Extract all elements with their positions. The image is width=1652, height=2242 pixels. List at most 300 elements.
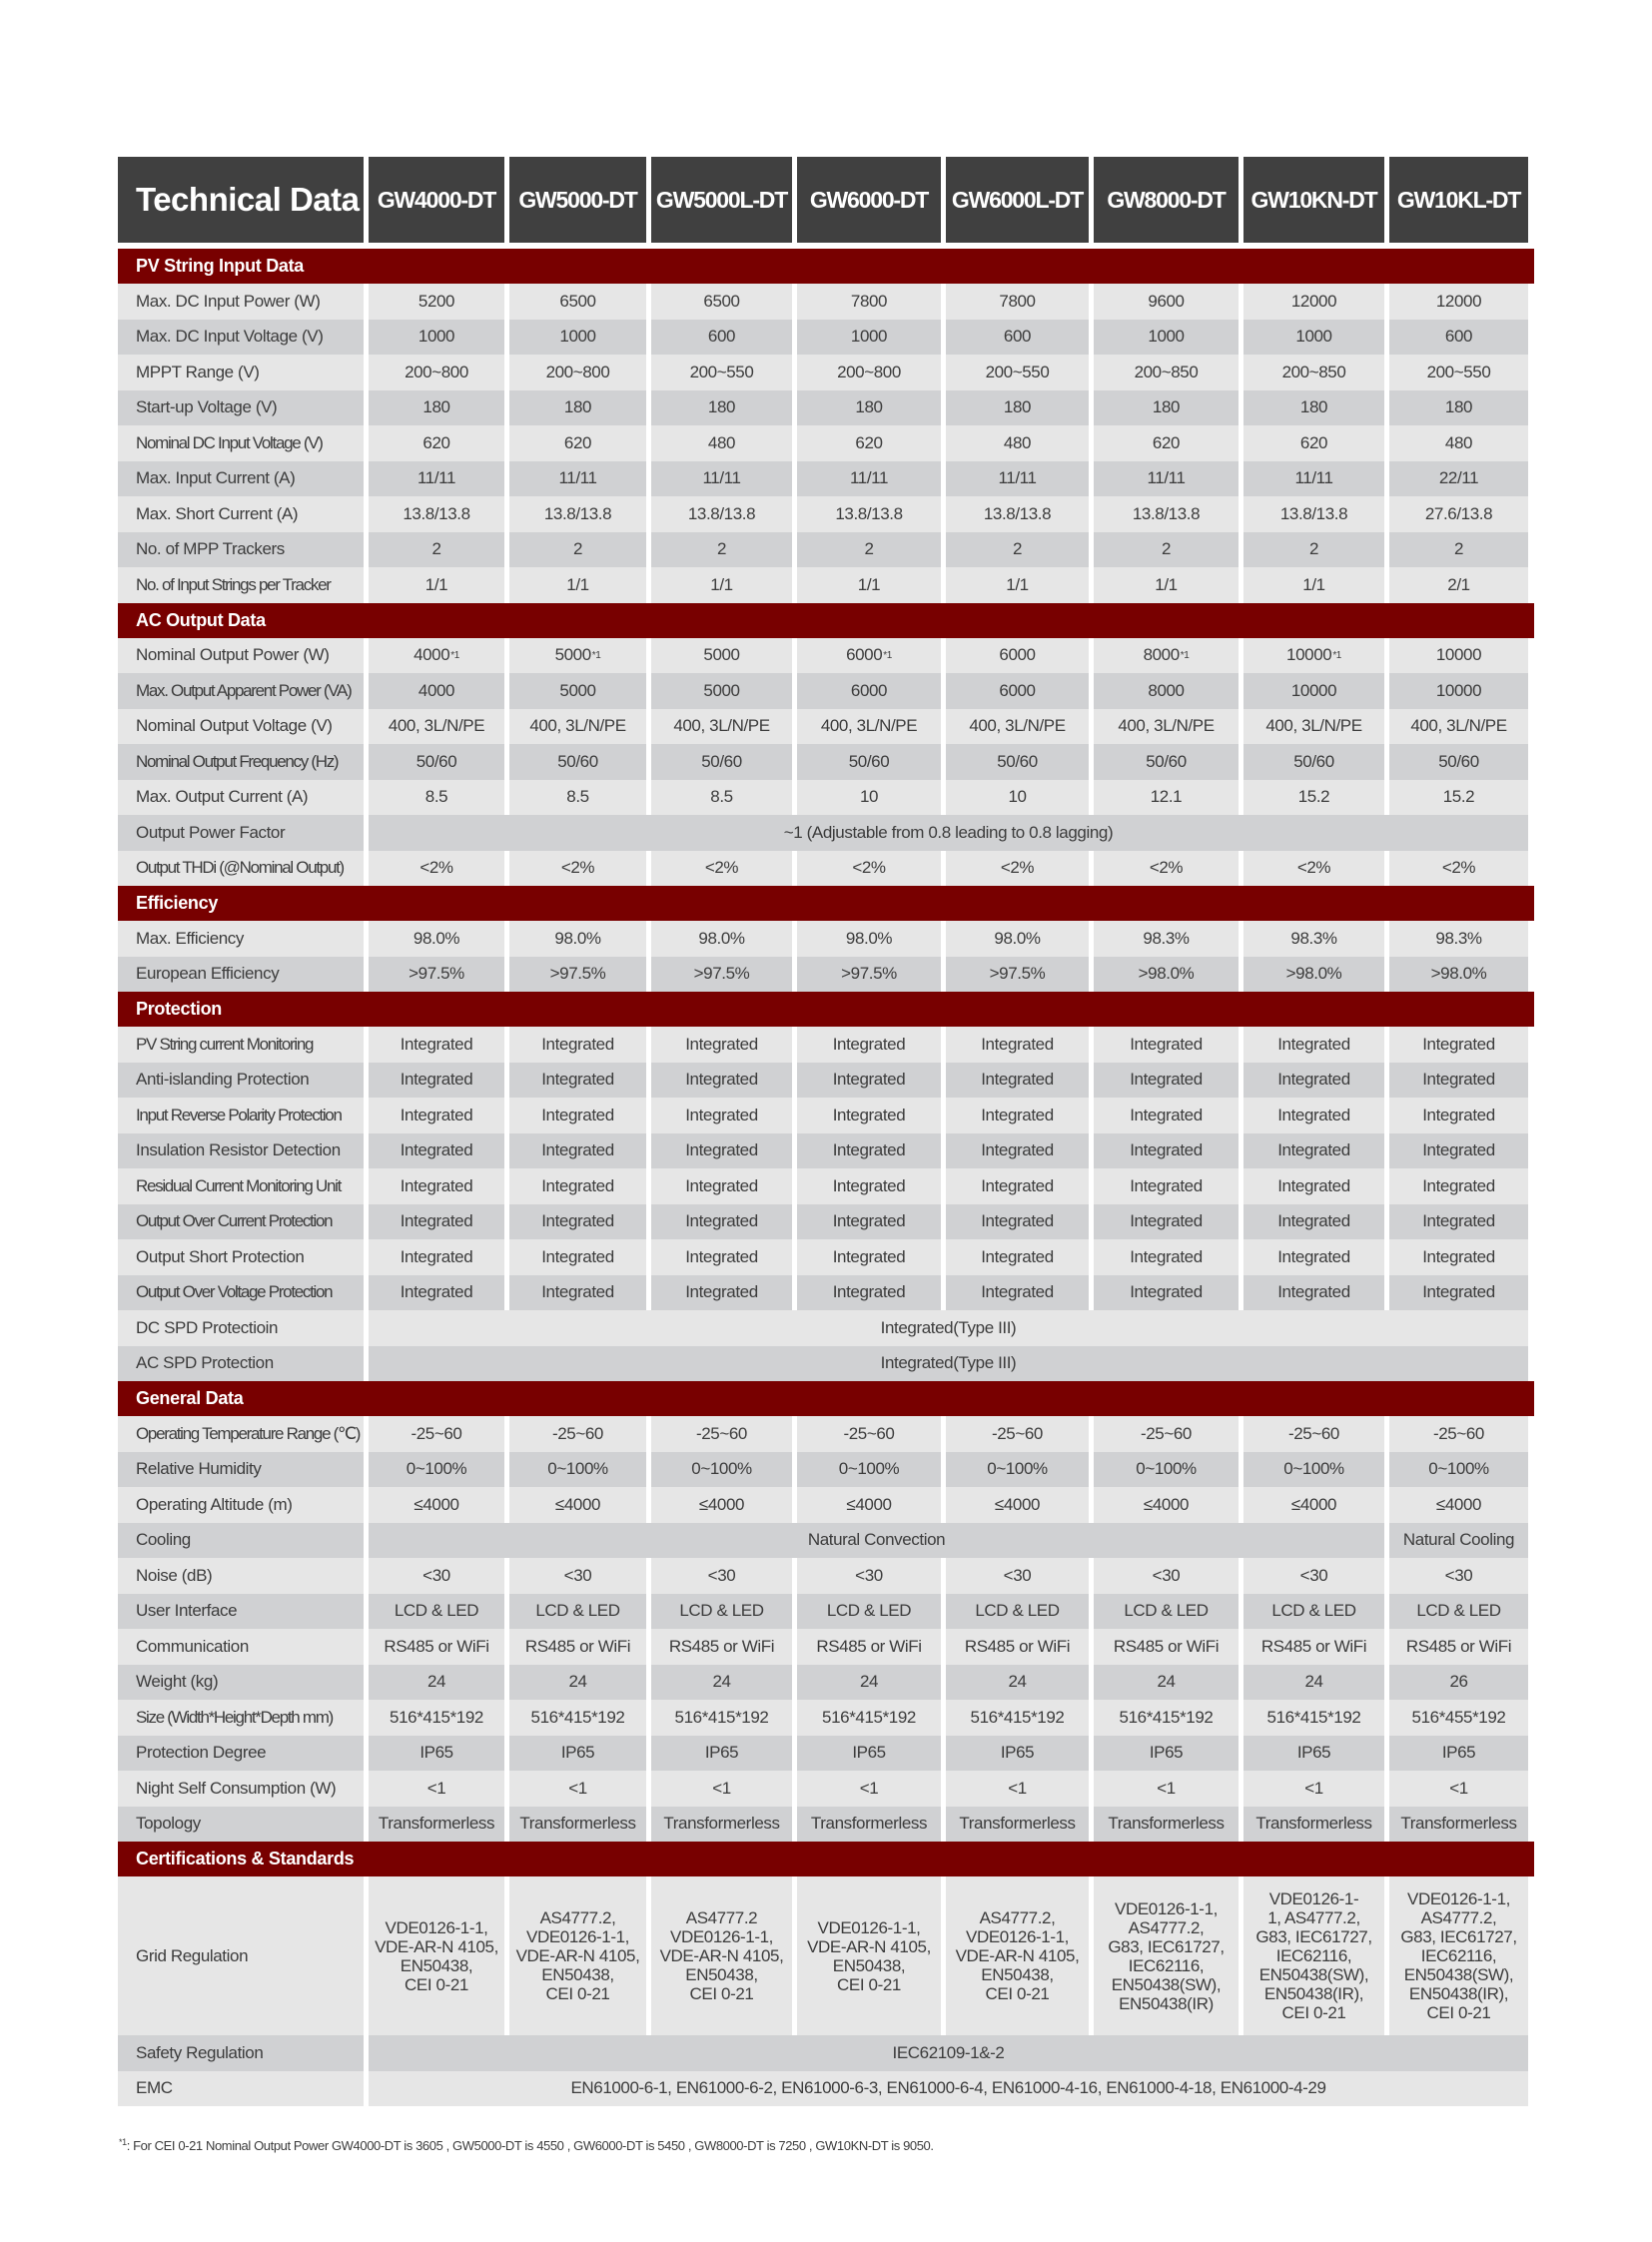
value-cell: 6500 <box>651 284 792 320</box>
row-label: Operating Temperature Range (℃) <box>118 1416 364 1452</box>
value-cell: Integrated <box>946 1275 1089 1311</box>
value-cell <box>1243 638 1384 674</box>
value-cell: 50/60 <box>946 744 1089 780</box>
value-line: G83, IEC61727, <box>1400 1927 1517 1946</box>
value-cell: 400, 3L/N/PE <box>369 709 504 745</box>
value-cell: ≤4000 <box>946 1487 1089 1523</box>
value-cell: 180 <box>1243 390 1384 426</box>
value-line: IEC62116, <box>1275 1946 1352 1965</box>
footnote-text: : For CEI 0-21 Nominal Output Power GW4000-DT is 3605 , GW5000-DT is 4550 , GW6000-DT is 5450 , GW8000-DT is 7250 , GW10KN-DT is 9050. <box>126 2138 934 2153</box>
value-cell <box>509 1876 646 2035</box>
table-row <box>118 673 1534 709</box>
value-cell: 600 <box>1389 320 1528 356</box>
value-line: CEI 0-21 <box>1426 2003 1491 2022</box>
row-label: Operating Altitude (m) <box>118 1487 364 1523</box>
technical-data-table <box>118 157 1534 2106</box>
value-cell: LCD & LED <box>369 1594 504 1630</box>
value-cell: Integrated <box>1243 1168 1384 1204</box>
cell-lines <box>516 1908 640 2003</box>
value-cell: 15.2 <box>1389 780 1528 816</box>
value-cell <box>797 638 941 674</box>
cell-lines <box>1255 1889 1371 2022</box>
value-cell: <30 <box>946 1558 1089 1594</box>
value-cell: <1 <box>946 1771 1089 1807</box>
value-cell: Integrated <box>1389 1168 1528 1204</box>
value-cell: Integrated <box>1243 1204 1384 1240</box>
value-line: VDE-AR-N 4105, <box>807 1936 931 1956</box>
value-cell: 2 <box>509 532 646 568</box>
value-cell: 24 <box>369 1665 504 1701</box>
value-cell: Integrated <box>1389 1027 1528 1063</box>
row-label: Max. DC Input Power (W) <box>118 284 364 320</box>
value-cell: >97.5% <box>369 957 504 993</box>
model-header: GW6000L-DT <box>946 157 1089 243</box>
value-cell: 1000 <box>369 320 504 356</box>
value-cell: 2 <box>1389 532 1528 568</box>
value-cell: Integrated <box>797 1168 941 1204</box>
row-label: No. of Input Strings per Tracker <box>118 567 364 603</box>
table-row <box>118 1487 1534 1523</box>
row-label: MPPT Range (V) <box>118 355 364 390</box>
value-cell: 13.8/13.8 <box>651 496 792 532</box>
value-cell: IP65 <box>1389 1736 1528 1772</box>
row-label: Start-up Voltage (V) <box>118 390 364 426</box>
value-cell: ≤4000 <box>1094 1487 1239 1523</box>
value-cell: Integrated <box>651 1027 792 1063</box>
value-line: G83, IEC61727, <box>1255 1927 1372 1946</box>
value-cell: <2% <box>1389 851 1528 887</box>
value-cell: Integrated <box>369 1168 504 1204</box>
footnote-mark: *1 <box>591 649 601 661</box>
value-cell: <30 <box>1094 1558 1239 1594</box>
value-cell: <30 <box>797 1558 941 1594</box>
value-cell: >97.5% <box>651 957 792 993</box>
table-row <box>118 744 1534 780</box>
section-header: Efficiency <box>118 886 1534 921</box>
table-row <box>118 1523 1534 1559</box>
value-cell: <2% <box>369 851 504 887</box>
value-text: 5000 <box>703 645 740 665</box>
value-cell: Integrated <box>1389 1204 1528 1240</box>
value-line: EN50438(IR), <box>1408 1984 1509 2003</box>
value-cell: 180 <box>946 390 1089 426</box>
value-cell: Integrated <box>946 1098 1089 1133</box>
value-cell: Integrated <box>946 1204 1089 1240</box>
value-cell: 400, 3L/N/PE <box>651 709 792 745</box>
merged-value-cell: Integrated(Type III) <box>369 1346 1528 1382</box>
value-line: AS4777.2 <box>685 1908 758 1927</box>
value-cell: 400, 3L/N/PE <box>1389 709 1528 745</box>
value-line: EN50438(IR) <box>1119 1993 1214 2013</box>
value-cell: -25~60 <box>369 1416 504 1452</box>
value-cell: Transformerless <box>1389 1807 1528 1843</box>
value-cell: 2 <box>946 532 1089 568</box>
value-cell: 400, 3L/N/PE <box>1094 709 1239 745</box>
value-cell: 8.5 <box>369 780 504 816</box>
value-cell: LCD & LED <box>651 1594 792 1630</box>
value-cell <box>1243 1876 1384 2035</box>
value-cell: 0~100% <box>369 1452 504 1488</box>
value-cell: Integrated <box>1094 1168 1239 1204</box>
value-cell: 516*415*192 <box>509 1700 646 1736</box>
value-cell: Integrated <box>797 1027 941 1063</box>
section-header: PV String Input Data <box>118 249 1534 284</box>
value-cell: 620 <box>369 425 504 461</box>
value-cell: LCD & LED <box>1094 1594 1239 1630</box>
value-cell: Integrated <box>1243 1063 1384 1099</box>
value-cell: 10000 <box>1243 673 1384 709</box>
value-cell: 1/1 <box>509 567 646 603</box>
value-cell: RS485 or WiFi <box>946 1629 1089 1665</box>
value-cell: 10 <box>797 780 941 816</box>
value-cell: <1 <box>1389 1771 1528 1807</box>
table-title: Technical Data <box>118 157 364 243</box>
value-cell: 200~800 <box>369 355 504 390</box>
value-cell: 200~850 <box>1243 355 1384 390</box>
value-cell: Integrated <box>946 1239 1089 1275</box>
value-cell <box>1094 638 1239 674</box>
value-cell: IP65 <box>651 1736 792 1772</box>
table-row <box>118 1098 1534 1133</box>
row-label: Size (Width*Height*Depth mm) <box>118 1700 364 1736</box>
value-cell: 180 <box>797 390 941 426</box>
value-cell <box>946 1876 1089 2035</box>
value-cell: <2% <box>651 851 792 887</box>
value-cell: 516*455*192 <box>1389 1700 1528 1736</box>
value-cell: 0~100% <box>797 1452 941 1488</box>
value-text: 10000 <box>1435 645 1482 665</box>
value-cell: 516*415*192 <box>651 1700 792 1736</box>
value-cell: ≤4000 <box>1243 1487 1384 1523</box>
value-line: 1, AS4777.2, <box>1267 1908 1360 1927</box>
value-cell: Transformerless <box>1243 1807 1384 1843</box>
value-line: IEC62116, <box>1128 1955 1205 1975</box>
value-cell: Integrated <box>1094 1204 1239 1240</box>
model-header: GW5000-DT <box>509 157 646 243</box>
value-cell: Integrated <box>369 1063 504 1099</box>
value-cell: IP65 <box>509 1736 646 1772</box>
value-line: CEI 0-21 <box>837 1974 901 1994</box>
row-label: European Efficiency <box>118 957 364 993</box>
value-text: 5000 <box>554 645 591 665</box>
row-label: Anti-islanding Protection <box>118 1063 364 1099</box>
row-label: Max. Short Current (A) <box>118 496 364 532</box>
value-cell: 480 <box>946 425 1089 461</box>
value-cell: 98.3% <box>1243 921 1384 957</box>
value-cell: >98.0% <box>1389 957 1528 993</box>
value-cell <box>369 638 504 674</box>
value-line: VDE0126-1-1, <box>670 1927 773 1946</box>
value-cell: Integrated <box>369 1204 504 1240</box>
value-cell: Integrated <box>651 1239 792 1275</box>
table-row <box>118 1204 1534 1240</box>
value-cell: 6000 <box>946 673 1089 709</box>
table-row <box>118 1275 1534 1311</box>
value-cell: 620 <box>1243 425 1384 461</box>
value-cell: 1/1 <box>1243 567 1384 603</box>
value-cell: 516*415*192 <box>369 1700 504 1736</box>
value-cell: 50/60 <box>651 744 792 780</box>
value-cell: 5000 <box>651 673 792 709</box>
value-cell: 11/11 <box>369 461 504 497</box>
value-cell: Integrated <box>797 1204 941 1240</box>
cell-lines <box>1400 1889 1516 2022</box>
value-cell: 180 <box>1389 390 1528 426</box>
value-cell: Integrated <box>651 1063 792 1099</box>
value-cell: <30 <box>651 1558 792 1594</box>
value-cell: 2 <box>369 532 504 568</box>
row-label: Output Over Voltage Protection <box>118 1275 364 1311</box>
table-row <box>118 1629 1534 1665</box>
table-row <box>118 1452 1534 1488</box>
row-label: Output Short Protection <box>118 1239 364 1275</box>
row-label: Max. Input Current (A) <box>118 461 364 497</box>
value-cell: 13.8/13.8 <box>797 496 941 532</box>
value-cell: Integrated <box>946 1063 1089 1099</box>
table-row <box>118 1665 1534 1701</box>
value-cell: <1 <box>797 1771 941 1807</box>
value-line: EN50438, <box>685 1965 758 1984</box>
value-cell: 200~550 <box>946 355 1089 390</box>
value-cell: -25~60 <box>1389 1416 1528 1452</box>
table-row <box>118 320 1534 356</box>
value-cell: Integrated <box>1243 1133 1384 1169</box>
value-line: EN50438(SW), <box>1403 1965 1514 1984</box>
model-header: GW5000L-DT <box>651 157 792 243</box>
value-cell <box>651 638 792 674</box>
value-cell: Integrated <box>1243 1239 1384 1275</box>
value-cell: 180 <box>651 390 792 426</box>
value-cell: >97.5% <box>946 957 1089 993</box>
value-cell: 400, 3L/N/PE <box>1243 709 1384 745</box>
table-row <box>118 1558 1534 1594</box>
value-cell: 24 <box>1094 1665 1239 1701</box>
value-cell: LCD & LED <box>1243 1594 1384 1630</box>
value-cell: Natural Cooling <box>1389 1523 1528 1559</box>
footnote-mark: *1 <box>450 649 459 661</box>
table-row <box>118 780 1534 816</box>
cell-lines <box>956 1908 1080 2003</box>
table-row <box>118 1168 1534 1204</box>
table-row <box>118 851 1534 887</box>
value-cell: 2 <box>1243 532 1384 568</box>
value-cell: >98.0% <box>1243 957 1384 993</box>
cell-lines <box>807 1918 931 1994</box>
value-cell <box>369 1876 504 2035</box>
row-label: DC SPD Protectioin <box>118 1310 364 1346</box>
table-row <box>118 461 1534 497</box>
merged-value-cell: EN61000-6-1, EN61000-6-2, EN61000-6-3, EN61000-6-4, EN61000-4-16, EN61000-4-18, EN61000-4-29 <box>369 2071 1528 2107</box>
value-cell <box>509 638 646 674</box>
value-cell: 13.8/13.8 <box>1094 496 1239 532</box>
table-row <box>118 1736 1534 1772</box>
value-cell: 620 <box>1094 425 1239 461</box>
value-cell: 516*415*192 <box>797 1700 941 1736</box>
value-cell: IP65 <box>797 1736 941 1772</box>
value-cell: 0~100% <box>651 1452 792 1488</box>
value-cell: Transformerless <box>651 1807 792 1843</box>
value-cell: <2% <box>1094 851 1239 887</box>
value-cell: RS485 or WiFi <box>369 1629 504 1665</box>
value-cell: 50/60 <box>1389 744 1528 780</box>
model-header: GW8000-DT <box>1094 157 1239 243</box>
value-cell: Integrated <box>369 1133 504 1169</box>
value-line: VDE0126-1-1, <box>385 1917 488 1937</box>
value-cell: >97.5% <box>509 957 646 993</box>
row-label: Communication <box>118 1629 364 1665</box>
value-line: VDE-AR-N 4105, <box>375 1936 498 1956</box>
value-cell: 1/1 <box>1094 567 1239 603</box>
value-cell: Integrated <box>1389 1275 1528 1311</box>
table-row <box>118 532 1534 568</box>
row-label: Max. Output Current (A) <box>118 780 364 816</box>
value-cell: >98.0% <box>1094 957 1239 993</box>
value-cell: 200~850 <box>1094 355 1239 390</box>
cell-lines <box>1108 1899 1224 2013</box>
value-cell <box>1094 1876 1239 2035</box>
value-cell: Integrated <box>369 1275 504 1311</box>
value-cell: ≤4000 <box>509 1487 646 1523</box>
value-cell: 13.8/13.8 <box>946 496 1089 532</box>
value-cell <box>1389 638 1528 674</box>
value-cell: 0~100% <box>946 1452 1089 1488</box>
footnote-mark: *1 <box>119 2137 127 2147</box>
value-cell: <1 <box>509 1771 646 1807</box>
value-cell: <30 <box>1389 1558 1528 1594</box>
table-row <box>118 1876 1534 2035</box>
value-line: VDE0126-1- <box>1268 1889 1359 1908</box>
cell-lines <box>660 1908 784 2003</box>
value-cell: RS485 or WiFi <box>1094 1629 1239 1665</box>
value-cell: 10000 <box>1389 673 1528 709</box>
value-line: CEI 0-21 <box>1281 2003 1346 2022</box>
value-cell: RS485 or WiFi <box>1243 1629 1384 1665</box>
value-cell: 200~550 <box>651 355 792 390</box>
value-text: 10000 <box>1286 645 1332 665</box>
value-cell: 50/60 <box>369 744 504 780</box>
value-cell: 2 <box>651 532 792 568</box>
value-cell: <2% <box>797 851 941 887</box>
value-cell: 98.3% <box>1094 921 1239 957</box>
value-cell: Integrated <box>1094 1275 1239 1311</box>
value-cell: 2 <box>797 532 941 568</box>
value-line: EN50438, <box>832 1955 906 1975</box>
table-row <box>118 1027 1534 1063</box>
value-line: EN50438(SW), <box>1111 1974 1222 1994</box>
row-label: Input Reverse Polarity Protection <box>118 1098 364 1133</box>
value-cell: Integrated <box>1243 1027 1384 1063</box>
value-cell: -25~60 <box>946 1416 1089 1452</box>
table-row <box>118 567 1534 603</box>
table-row <box>118 1239 1534 1275</box>
value-cell: <1 <box>1094 1771 1239 1807</box>
value-cell <box>946 638 1089 674</box>
table-row <box>118 425 1534 461</box>
row-label: Insulation Resistor Detection <box>118 1133 364 1169</box>
value-cell: 98.0% <box>946 921 1089 957</box>
row-label: Nominal Output Power (W) <box>118 638 364 674</box>
table-row <box>118 284 1534 320</box>
row-label: AC SPD Protection <box>118 1346 364 1382</box>
value-cell: IP65 <box>369 1736 504 1772</box>
value-cell: RS485 or WiFi <box>651 1629 792 1665</box>
model-header: GW4000-DT <box>369 157 504 243</box>
value-cell: 1000 <box>1094 320 1239 356</box>
value-cell: 8000 <box>1094 673 1239 709</box>
value-cell: 11/11 <box>1243 461 1384 497</box>
value-cell: Integrated <box>509 1204 646 1240</box>
value-cell: Integrated <box>1094 1239 1239 1275</box>
row-label: Safety Regulation <box>118 2035 364 2071</box>
value-line: VDE0126-1-1, <box>966 1927 1069 1946</box>
table-row <box>118 1700 1534 1736</box>
row-label: PV String current Monitoring <box>118 1027 364 1063</box>
value-text: 6000 <box>846 645 883 665</box>
value-cell: 11/11 <box>797 461 941 497</box>
value-cell: 400, 3L/N/PE <box>797 709 941 745</box>
value-cell: Integrated <box>509 1027 646 1063</box>
value-cell: Transformerless <box>1094 1807 1239 1843</box>
value-cell: <2% <box>1243 851 1384 887</box>
value-cell: Integrated <box>651 1204 792 1240</box>
value-cell: 11/11 <box>1094 461 1239 497</box>
cell-lines <box>375 1918 498 1994</box>
value-cell: Integrated <box>1243 1098 1384 1133</box>
value-cell: -25~60 <box>651 1416 792 1452</box>
value-line: VDE-AR-N 4105, <box>659 1946 784 1965</box>
value-cell: 27.6/13.8 <box>1389 496 1528 532</box>
value-cell: RS485 or WiFi <box>509 1629 646 1665</box>
value-cell: 180 <box>369 390 504 426</box>
table-row <box>118 1416 1534 1452</box>
value-cell: IP65 <box>946 1736 1089 1772</box>
value-cell: Integrated <box>651 1168 792 1204</box>
value-cell: Integrated <box>1094 1027 1239 1063</box>
merged-value-cell: ~1 (Adjustable from 0.8 leading to 0.8 lagging) <box>369 815 1528 851</box>
section-header: General Data <box>118 1381 1534 1416</box>
value-cell: 7800 <box>946 284 1089 320</box>
value-cell: LCD & LED <box>797 1594 941 1630</box>
value-cell: 0~100% <box>1243 1452 1384 1488</box>
value-cell: Integrated <box>369 1239 504 1275</box>
value-cell: 480 <box>651 425 792 461</box>
value-cell: Integrated <box>946 1133 1089 1169</box>
row-label: Weight (kg) <box>118 1665 364 1701</box>
value-line: AS4777.2, <box>1128 1917 1205 1937</box>
value-cell: ≤4000 <box>797 1487 941 1523</box>
row-label: Max. Efficiency <box>118 921 364 957</box>
row-label: Grid Regulation <box>118 1876 364 2035</box>
value-cell: 11/11 <box>509 461 646 497</box>
value-cell: 9600 <box>1094 284 1239 320</box>
value-line: VDE0126-1-1, <box>1115 1898 1218 1918</box>
value-cell: Integrated <box>1243 1275 1384 1311</box>
value-cell: 600 <box>651 320 792 356</box>
row-label: No. of MPP Trackers <box>118 532 364 568</box>
value-cell: 400, 3L/N/PE <box>946 709 1089 745</box>
value-line: EN50438, <box>541 1965 614 1984</box>
row-label: Night Self Consumption (W) <box>118 1771 364 1807</box>
value-line: EN50438(IR), <box>1263 1984 1364 2003</box>
value-cell: LCD & LED <box>509 1594 646 1630</box>
value-cell: 0~100% <box>1389 1452 1528 1488</box>
table-row <box>118 638 1534 674</box>
value-cell: 12000 <box>1243 284 1384 320</box>
value-cell: -25~60 <box>1094 1416 1239 1452</box>
value-cell: 1/1 <box>946 567 1089 603</box>
value-cell: 13.8/13.8 <box>1243 496 1384 532</box>
value-line: IEC62116, <box>1420 1946 1497 1965</box>
